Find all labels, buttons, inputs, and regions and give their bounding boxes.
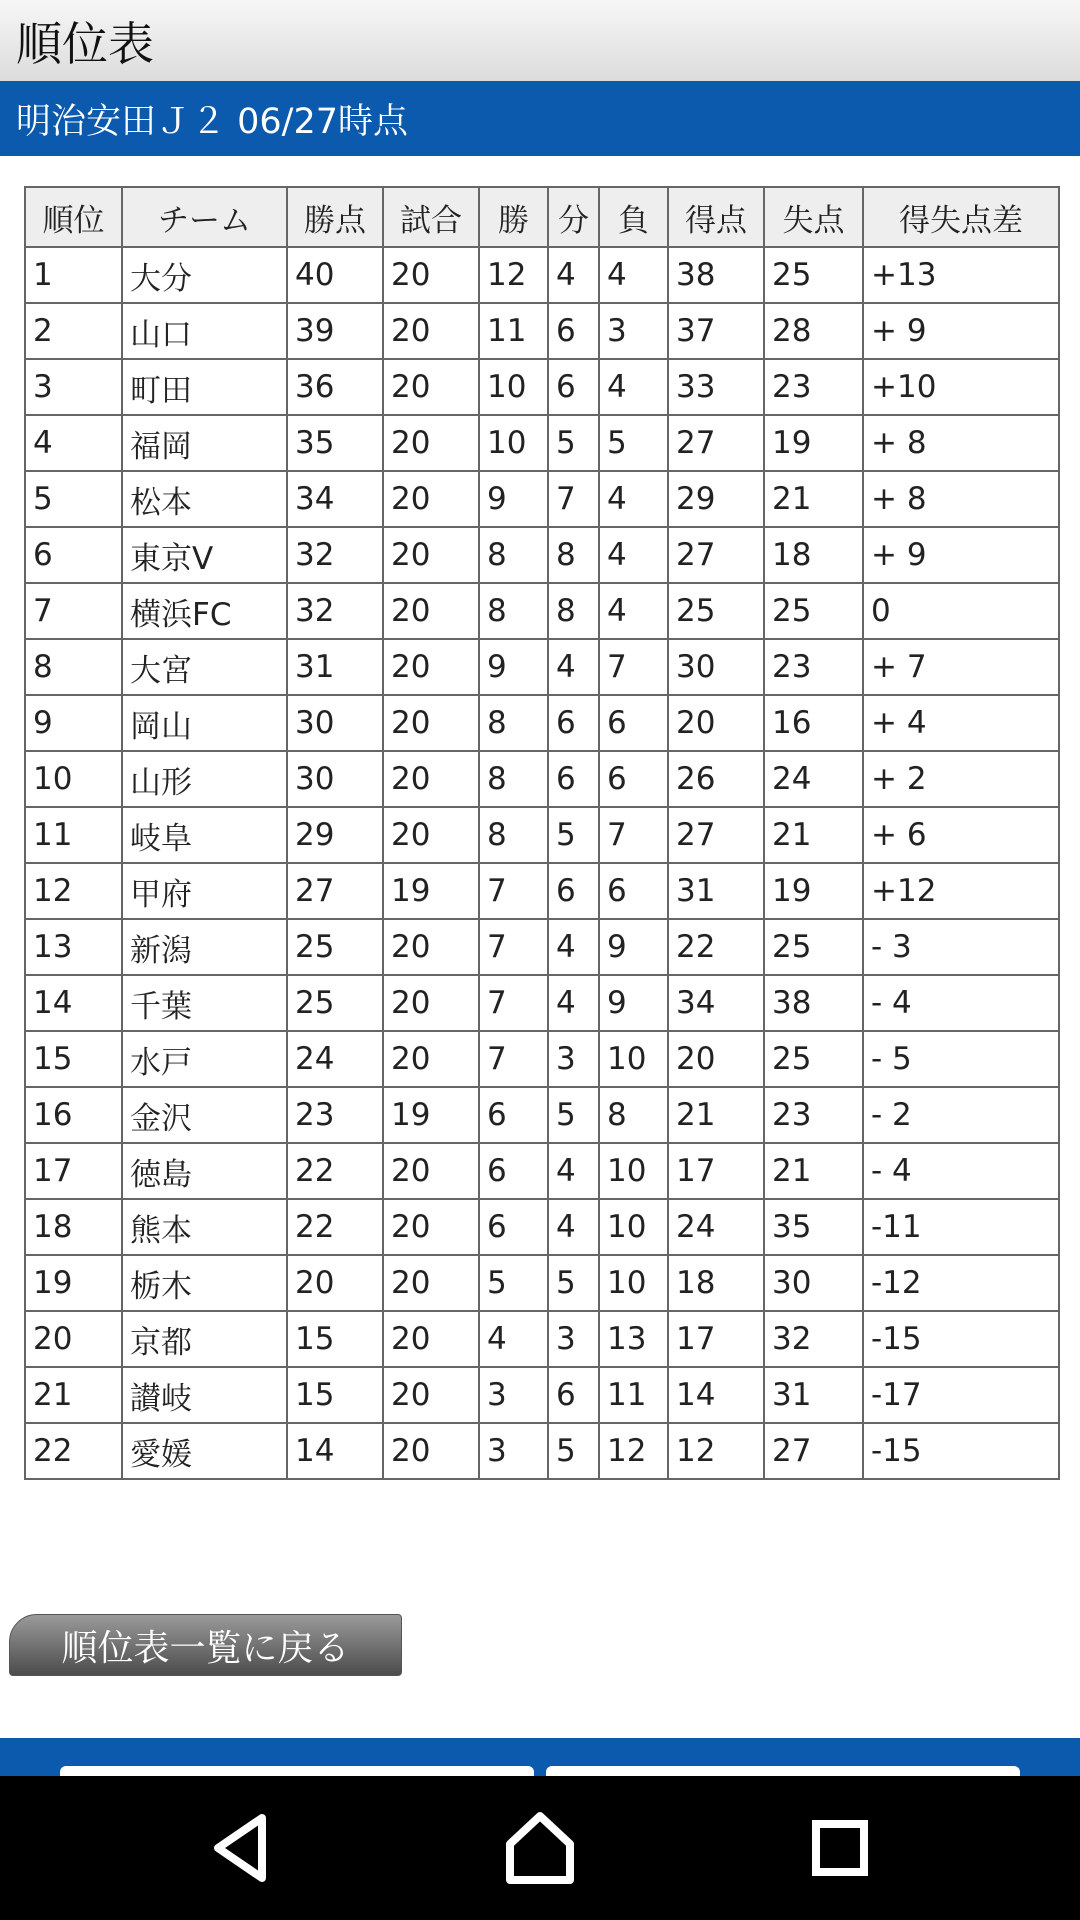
- table-cell: - 4: [863, 1143, 1059, 1199]
- table-cell: 20: [383, 695, 479, 751]
- table-cell: 7: [548, 471, 599, 527]
- table-row: [25, 471, 1059, 527]
- table-cell: 5: [479, 1255, 548, 1311]
- table-cell: 16: [25, 1087, 122, 1143]
- table-cell: 4: [548, 1199, 599, 1255]
- table-cell: 4: [548, 1143, 599, 1199]
- table-cell: 6: [599, 863, 668, 919]
- app-header: [0, 0, 1080, 81]
- home-icon[interactable]: [490, 1798, 590, 1898]
- table-cell: 17: [668, 1143, 764, 1199]
- table-cell: 20: [383, 527, 479, 583]
- table-cell: 34: [668, 975, 764, 1031]
- table-header-row: [25, 187, 1059, 247]
- back-icon[interactable]: [192, 1798, 292, 1898]
- table-cell: 11: [479, 303, 548, 359]
- table-cell: 27: [287, 863, 383, 919]
- team-name-cell: 栃木: [122, 1255, 287, 1311]
- column-header: 勝点: [287, 187, 383, 247]
- table-cell: 2: [25, 303, 122, 359]
- table-cell: 20: [383, 1367, 479, 1423]
- team-name-cell: 山形: [122, 751, 287, 807]
- table-cell: 5: [548, 1423, 599, 1479]
- table-row: [25, 359, 1059, 415]
- table-cell: 11: [599, 1367, 668, 1423]
- table-cell: 7: [599, 639, 668, 695]
- table-cell: 13: [599, 1311, 668, 1367]
- table-cell: 20: [668, 695, 764, 751]
- table-cell: 18: [764, 527, 863, 583]
- table-cell: 16: [764, 695, 863, 751]
- table-cell: 28: [764, 303, 863, 359]
- table-cell: 14: [287, 1423, 383, 1479]
- table-body: [25, 247, 1059, 1479]
- table-cell: 8: [548, 527, 599, 583]
- standings-table: [24, 186, 1060, 1480]
- table-cell: 6: [599, 751, 668, 807]
- team-name-cell: 山口: [122, 303, 287, 359]
- table-cell: 3: [548, 1031, 599, 1087]
- table-cell: -12: [863, 1255, 1059, 1311]
- table-cell: 24: [764, 751, 863, 807]
- table-cell: 22: [287, 1143, 383, 1199]
- table-cell: 22: [287, 1199, 383, 1255]
- table-cell: 9: [25, 695, 122, 751]
- table-cell: 36: [287, 359, 383, 415]
- table-cell: + 8: [863, 415, 1059, 471]
- table-cell: 37: [668, 303, 764, 359]
- table-cell: 15: [25, 1031, 122, 1087]
- table-cell: 10: [599, 1031, 668, 1087]
- standings-container: [24, 186, 1058, 1480]
- table-cell: 4: [548, 639, 599, 695]
- table-cell: 15: [287, 1311, 383, 1367]
- table-cell: 10: [599, 1143, 668, 1199]
- table-cell: - 4: [863, 975, 1059, 1031]
- table-cell: 23: [764, 1087, 863, 1143]
- table-cell: 5: [548, 415, 599, 471]
- table-cell: 5: [599, 415, 668, 471]
- table-row: [25, 1031, 1059, 1087]
- table-cell: 25: [764, 583, 863, 639]
- table-cell: 25: [764, 247, 863, 303]
- table-cell: + 6: [863, 807, 1059, 863]
- table-cell: 20: [383, 1199, 479, 1255]
- column-header: 分: [548, 187, 599, 247]
- table-cell: 5: [548, 1255, 599, 1311]
- table-cell: 11: [25, 807, 122, 863]
- team-name-cell: 熊本: [122, 1199, 287, 1255]
- table-cell: 20: [383, 1423, 479, 1479]
- column-header: 勝: [479, 187, 548, 247]
- table-row: [25, 1199, 1059, 1255]
- team-name-cell: 福岡: [122, 415, 287, 471]
- column-header: 失点: [764, 187, 863, 247]
- table-cell: 1: [25, 247, 122, 303]
- table-cell: 10: [599, 1199, 668, 1255]
- table-cell: 10: [25, 751, 122, 807]
- table-cell: 38: [764, 975, 863, 1031]
- table-cell: 19: [25, 1255, 122, 1311]
- table-cell: 34: [287, 471, 383, 527]
- column-header: 試合: [383, 187, 479, 247]
- table-cell: 14: [668, 1367, 764, 1423]
- table-cell: 26: [668, 751, 764, 807]
- table-cell: 8: [25, 639, 122, 695]
- table-cell: - 3: [863, 919, 1059, 975]
- league-title: 明治安田Ｊ２ 06/27時点: [16, 101, 408, 142]
- table-row: [25, 1255, 1059, 1311]
- table-cell: 6: [548, 1367, 599, 1423]
- team-name-cell: 愛媛: [122, 1423, 287, 1479]
- table-cell: 4: [599, 527, 668, 583]
- league-title-bar: [0, 81, 1080, 156]
- table-cell: 10: [479, 359, 548, 415]
- table-cell: 32: [287, 583, 383, 639]
- team-name-cell: 千葉: [122, 975, 287, 1031]
- back-button-label: 順位表一覧に戻る: [61, 1627, 350, 1669]
- table-cell: 25: [668, 583, 764, 639]
- table-cell: 21: [764, 807, 863, 863]
- table-cell: 35: [287, 415, 383, 471]
- table-cell: 32: [287, 527, 383, 583]
- table-cell: 29: [287, 807, 383, 863]
- table-cell: 31: [668, 863, 764, 919]
- table-cell: 20: [383, 751, 479, 807]
- table-cell: + 9: [863, 527, 1059, 583]
- table-row: [25, 1367, 1059, 1423]
- table-cell: 20: [383, 583, 479, 639]
- table-cell: 6: [548, 303, 599, 359]
- table-cell: 9: [599, 975, 668, 1031]
- table-cell: 24: [287, 1031, 383, 1087]
- table-cell: 10: [479, 415, 548, 471]
- team-name-cell: 讃岐: [122, 1367, 287, 1423]
- table-cell: 4: [599, 471, 668, 527]
- table-cell: 8: [479, 751, 548, 807]
- table-cell: 6: [479, 1143, 548, 1199]
- table-cell: 18: [25, 1199, 122, 1255]
- table-row: [25, 863, 1059, 919]
- team-name-cell: 甲府: [122, 863, 287, 919]
- team-name-cell: 徳島: [122, 1143, 287, 1199]
- table-cell: 21: [25, 1367, 122, 1423]
- table-cell: + 4: [863, 695, 1059, 751]
- table-cell: 3: [25, 359, 122, 415]
- table-cell: 3: [479, 1423, 548, 1479]
- table-cell: - 5: [863, 1031, 1059, 1087]
- table-cell: +10: [863, 359, 1059, 415]
- table-cell: 20: [383, 247, 479, 303]
- table-cell: 21: [764, 1143, 863, 1199]
- table-cell: + 7: [863, 639, 1059, 695]
- table-cell: 30: [287, 695, 383, 751]
- table-cell: 17: [25, 1143, 122, 1199]
- table-row: [25, 1423, 1059, 1479]
- table-cell: 20: [383, 359, 479, 415]
- table-cell: 4: [548, 247, 599, 303]
- table-cell: 7: [479, 975, 548, 1031]
- table-cell: -17: [863, 1367, 1059, 1423]
- table-cell: 27: [668, 415, 764, 471]
- team-name-cell: 水戸: [122, 1031, 287, 1087]
- table-cell: 39: [287, 303, 383, 359]
- table-cell: 6: [479, 1199, 548, 1255]
- table-cell: 5: [25, 471, 122, 527]
- table-cell: 6: [548, 359, 599, 415]
- table-cell: 4: [548, 919, 599, 975]
- team-name-cell: 岐阜: [122, 807, 287, 863]
- table-cell: 33: [668, 359, 764, 415]
- table-cell: + 8: [863, 471, 1059, 527]
- team-name-cell: 大宮: [122, 639, 287, 695]
- table-row: [25, 415, 1059, 471]
- table-cell: 7: [479, 1031, 548, 1087]
- table-cell: 9: [479, 639, 548, 695]
- table-cell: 14: [25, 975, 122, 1031]
- table-row: [25, 975, 1059, 1031]
- table-cell: 3: [548, 1311, 599, 1367]
- table-cell: 20: [383, 303, 479, 359]
- table-row: [25, 1311, 1059, 1367]
- table-cell: 27: [668, 527, 764, 583]
- table-cell: 19: [383, 1087, 479, 1143]
- team-name-cell: 大分: [122, 247, 287, 303]
- table-cell: 25: [287, 975, 383, 1031]
- table-cell: 17: [668, 1311, 764, 1367]
- table-cell: 35: [764, 1199, 863, 1255]
- table-row: [25, 919, 1059, 975]
- table-cell: 9: [599, 919, 668, 975]
- table-cell: 20: [383, 975, 479, 1031]
- table-cell: 4: [479, 1311, 548, 1367]
- team-name-cell: 東京V: [122, 527, 287, 583]
- team-name-cell: 松本: [122, 471, 287, 527]
- table-cell: 8: [479, 695, 548, 751]
- table-cell: -11: [863, 1199, 1059, 1255]
- table-cell: 20: [383, 639, 479, 695]
- table-cell: 7: [25, 583, 122, 639]
- table-cell: 13: [25, 919, 122, 975]
- table-cell: + 9: [863, 303, 1059, 359]
- table-cell: 5: [548, 1087, 599, 1143]
- table-cell: 6: [25, 527, 122, 583]
- table-cell: + 2: [863, 751, 1059, 807]
- table-cell: 22: [25, 1423, 122, 1479]
- team-name-cell: 町田: [122, 359, 287, 415]
- table-cell: 6: [599, 695, 668, 751]
- column-header: 得点: [668, 187, 764, 247]
- table-cell: 24: [668, 1199, 764, 1255]
- table-cell: 4: [25, 415, 122, 471]
- team-name-cell: 金沢: [122, 1087, 287, 1143]
- table-cell: 40: [287, 247, 383, 303]
- table-cell: 20: [383, 415, 479, 471]
- table-row: [25, 247, 1059, 303]
- team-name-cell: 新潟: [122, 919, 287, 975]
- table-row: [25, 583, 1059, 639]
- table-cell: +12: [863, 863, 1059, 919]
- table-cell: 6: [548, 695, 599, 751]
- table-cell: 8: [479, 807, 548, 863]
- page-title: 順位表: [16, 16, 154, 71]
- table-cell: -15: [863, 1311, 1059, 1367]
- table-cell: 8: [548, 583, 599, 639]
- table-cell: 4: [599, 583, 668, 639]
- table-cell: 20: [383, 471, 479, 527]
- table-cell: 8: [599, 1087, 668, 1143]
- table-cell: 15: [287, 1367, 383, 1423]
- table-cell: 20: [287, 1255, 383, 1311]
- table-cell: 7: [599, 807, 668, 863]
- table-cell: 12: [479, 247, 548, 303]
- table-cell: 12: [25, 863, 122, 919]
- table-cell: 31: [764, 1367, 863, 1423]
- table-cell: 19: [764, 863, 863, 919]
- table-cell: 21: [668, 1087, 764, 1143]
- table-cell: 25: [764, 919, 863, 975]
- team-name-cell: 岡山: [122, 695, 287, 751]
- table-cell: 22: [668, 919, 764, 975]
- table-row: [25, 807, 1059, 863]
- team-name-cell: 横浜FC: [122, 583, 287, 639]
- table-cell: 23: [287, 1087, 383, 1143]
- table-cell: -15: [863, 1423, 1059, 1479]
- table-cell: 27: [764, 1423, 863, 1479]
- table-cell: 5: [548, 807, 599, 863]
- table-cell: 20: [383, 1255, 479, 1311]
- table-cell: 4: [548, 975, 599, 1031]
- table-cell: 7: [479, 863, 548, 919]
- table-cell: 25: [287, 919, 383, 975]
- table-cell: 7: [479, 919, 548, 975]
- table-row: [25, 1143, 1059, 1199]
- table-cell: 10: [599, 1255, 668, 1311]
- column-header: 負: [599, 187, 668, 247]
- table-cell: +13: [863, 247, 1059, 303]
- table-cell: 20: [668, 1031, 764, 1087]
- table-cell: 19: [764, 415, 863, 471]
- table-cell: 6: [548, 751, 599, 807]
- column-header: 順位: [25, 187, 122, 247]
- table-cell: 23: [764, 359, 863, 415]
- table-cell: 18: [668, 1255, 764, 1311]
- table-cell: 6: [548, 863, 599, 919]
- table-cell: 9: [479, 471, 548, 527]
- table-row: [25, 639, 1059, 695]
- table-cell: 20: [383, 919, 479, 975]
- table-row: [25, 527, 1059, 583]
- table-cell: 8: [479, 527, 548, 583]
- table-cell: 38: [668, 247, 764, 303]
- table-row: [25, 695, 1059, 751]
- table-cell: 3: [479, 1367, 548, 1423]
- table-cell: 31: [287, 639, 383, 695]
- table-row: [25, 1087, 1059, 1143]
- recent-apps-icon[interactable]: [790, 1798, 890, 1898]
- table-cell: 20: [383, 807, 479, 863]
- table-cell: 3: [599, 303, 668, 359]
- table-cell: 29: [668, 471, 764, 527]
- table-cell: 6: [479, 1087, 548, 1143]
- table-cell: 23: [764, 639, 863, 695]
- table-row: [25, 751, 1059, 807]
- table-cell: 20: [383, 1031, 479, 1087]
- table-cell: 19: [383, 863, 479, 919]
- back-to-standings-list-button[interactable]: [9, 1614, 402, 1676]
- column-header: チーム: [122, 187, 287, 247]
- table-cell: 30: [287, 751, 383, 807]
- table-cell: 27: [668, 807, 764, 863]
- table-cell: 12: [599, 1423, 668, 1479]
- table-cell: 30: [668, 639, 764, 695]
- table-cell: 0: [863, 583, 1059, 639]
- footer-bar: [0, 1738, 1080, 1776]
- table-cell: 32: [764, 1311, 863, 1367]
- table-cell: 25: [764, 1031, 863, 1087]
- table-row: [25, 303, 1059, 359]
- table-cell: 30: [764, 1255, 863, 1311]
- system-navigation-bar: [0, 1776, 1080, 1920]
- table-cell: 20: [383, 1311, 479, 1367]
- table-cell: 20: [25, 1311, 122, 1367]
- table-cell: 12: [668, 1423, 764, 1479]
- team-name-cell: 京都: [122, 1311, 287, 1367]
- table-cell: 4: [599, 359, 668, 415]
- table-cell: 4: [599, 247, 668, 303]
- table-cell: - 2: [863, 1087, 1059, 1143]
- table-cell: 8: [479, 583, 548, 639]
- table-cell: 21: [764, 471, 863, 527]
- table-cell: 20: [383, 1143, 479, 1199]
- column-header: 得失点差: [863, 187, 1059, 247]
